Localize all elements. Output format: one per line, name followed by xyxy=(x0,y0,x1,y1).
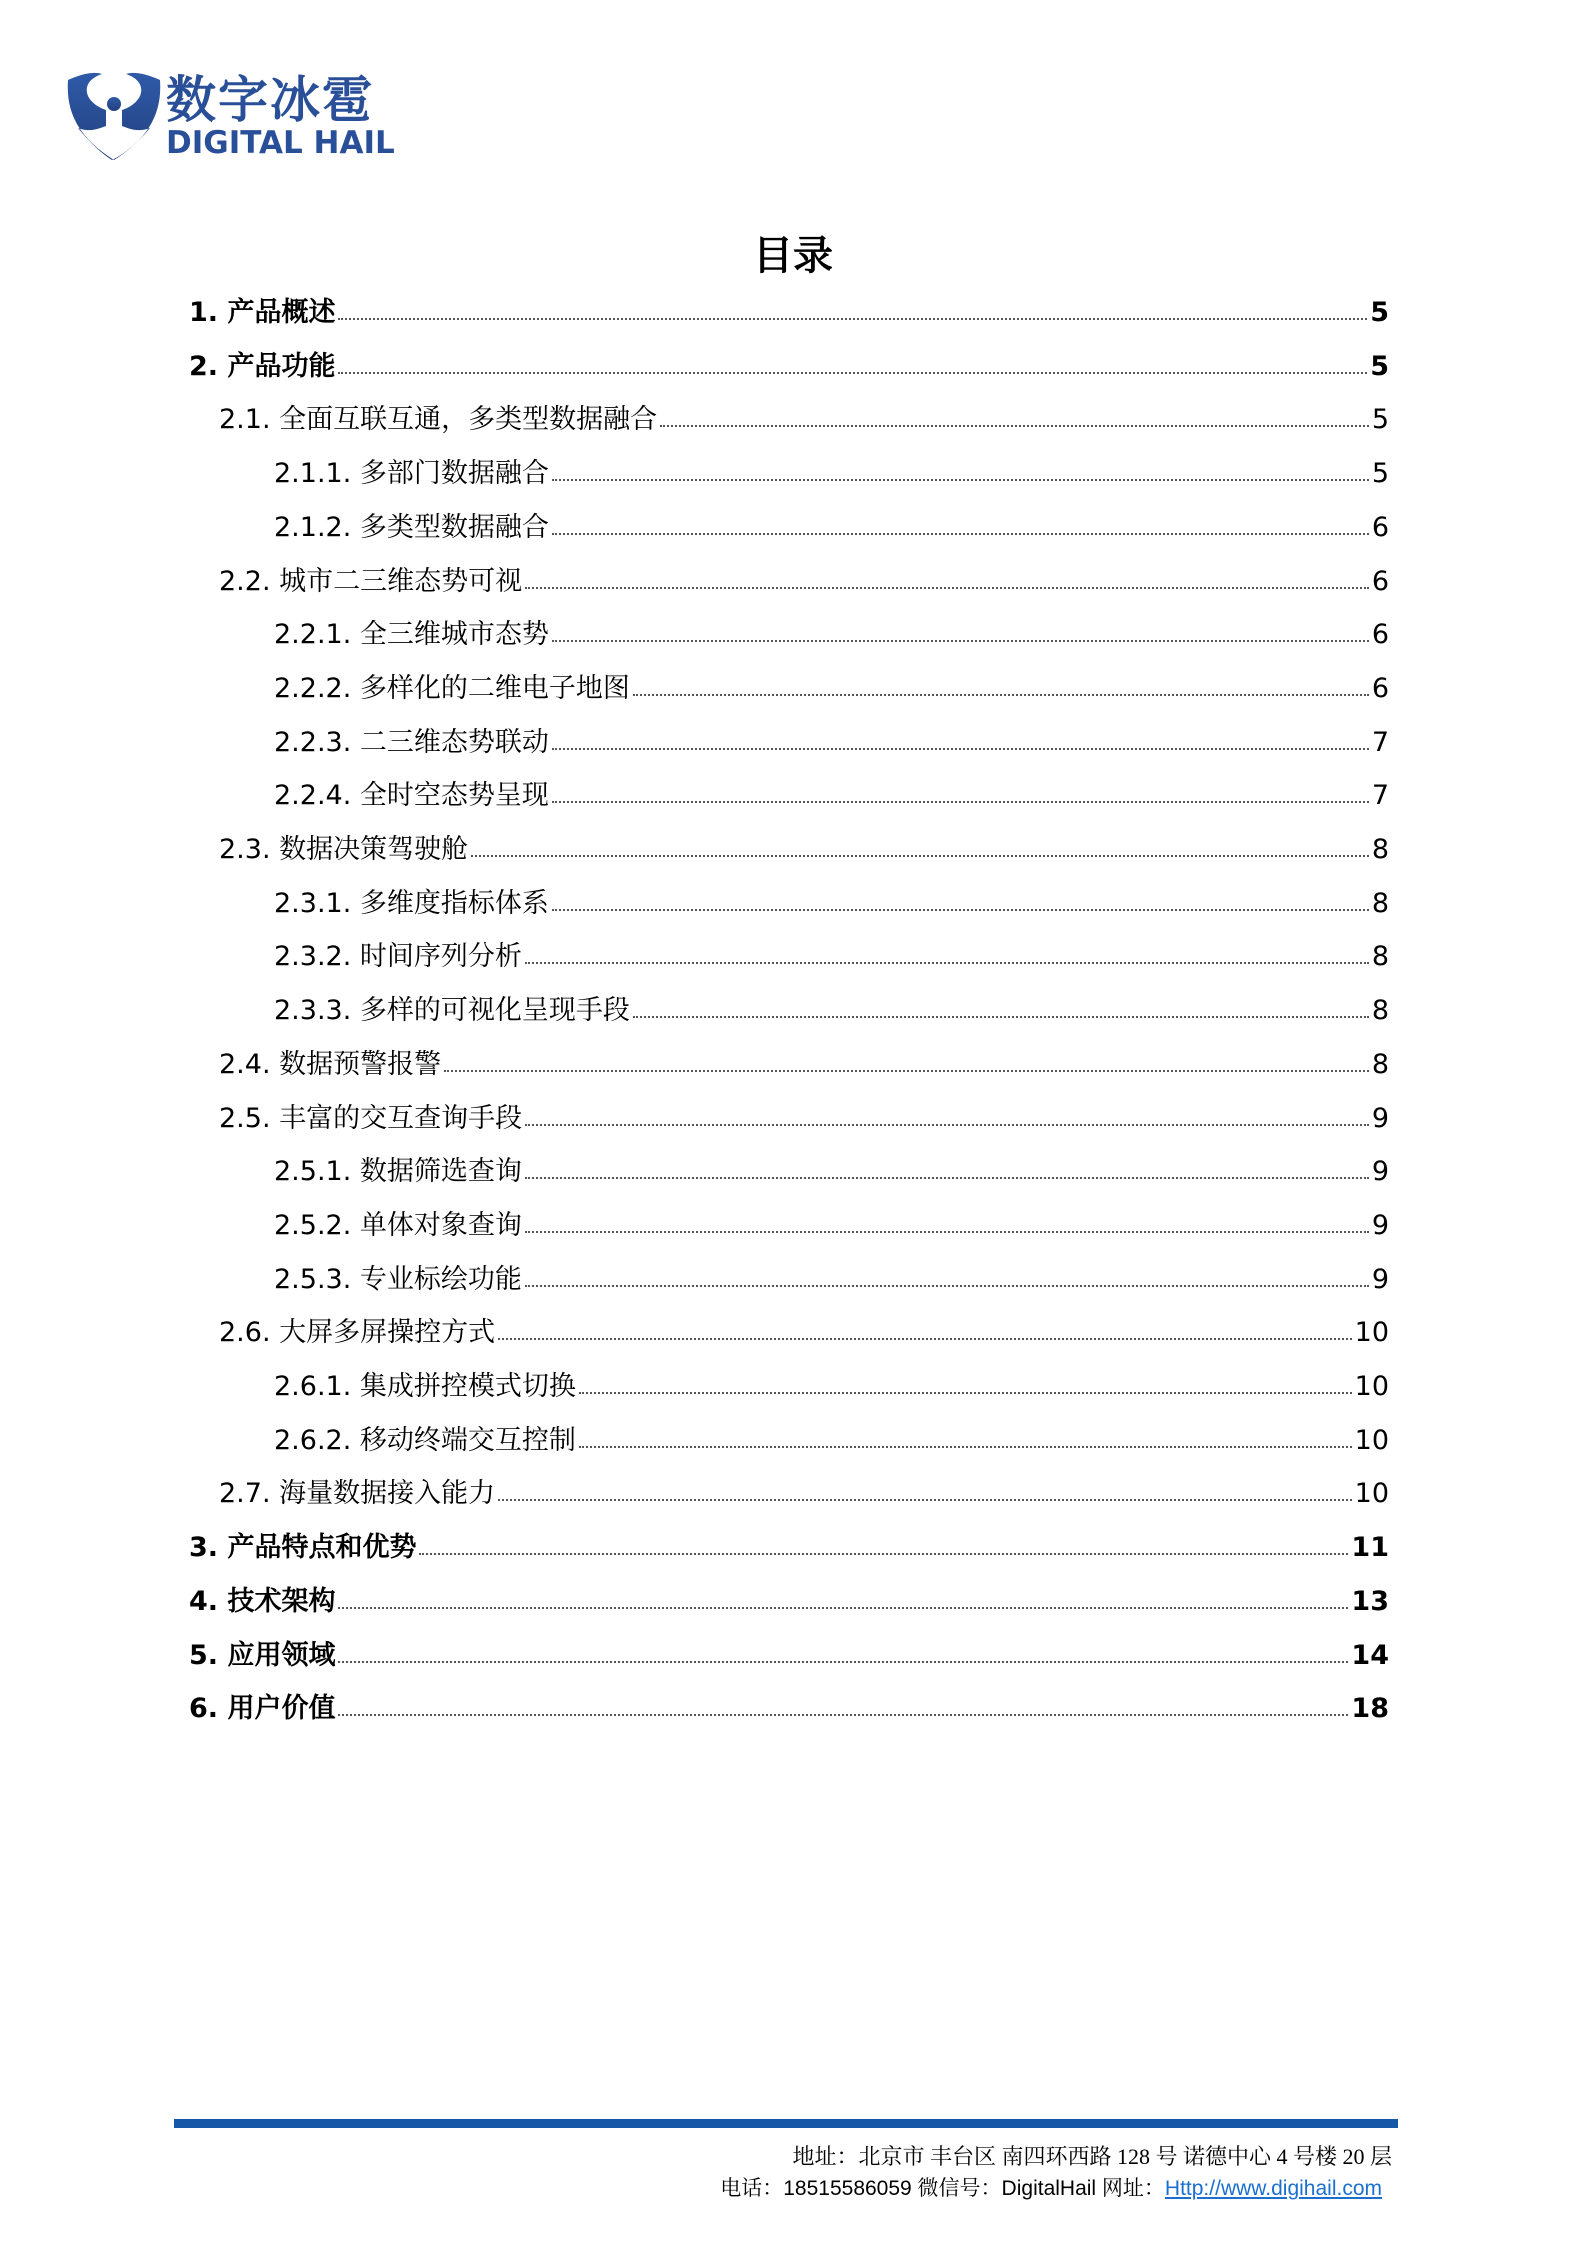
toc-entry-label: 海量数据接入能力 xyxy=(279,1478,496,1510)
toc-leader-dots xyxy=(525,962,1369,964)
toc-entry[interactable] xyxy=(219,1092,1389,1146)
toc-entry[interactable] xyxy=(219,823,1389,877)
toc-entry-page: 13 xyxy=(1351,1585,1389,1617)
toc-entry-page: 5 xyxy=(1371,404,1389,436)
toc-entry-label: 单体对象查询 xyxy=(359,1209,522,1241)
toc-entry-page: 8 xyxy=(1371,834,1389,865)
toc-entry-page: 8 xyxy=(1371,941,1389,973)
toc-entry-page: 10 xyxy=(1354,1478,1389,1510)
toc-leader-dots xyxy=(498,1499,1352,1501)
toc-entry-label: 产品概述 xyxy=(227,297,336,328)
toc-entry-number: 5. xyxy=(189,1639,228,1671)
toc-entry-number: 2.7. xyxy=(219,1478,280,1510)
page-title: 目录 xyxy=(753,233,833,279)
toc-entry-label: 技术架构 xyxy=(227,1585,336,1617)
toc-entry-number: 6. xyxy=(189,1693,228,1725)
toc-entry[interactable] xyxy=(274,930,1389,984)
toc-entry-number: 2.3. xyxy=(219,834,280,865)
toc-entry-page: 14 xyxy=(1351,1639,1389,1671)
toc-leader-dots xyxy=(552,533,1369,535)
toc-entry[interactable] xyxy=(274,1414,1389,1468)
toc-entry-page: 9 xyxy=(1371,1263,1389,1295)
toc-entry[interactable] xyxy=(274,1360,1389,1414)
toc-entry-number: 2.2.2. xyxy=(274,672,360,704)
toc-entry-label: 数据决策驾驶舱 xyxy=(279,834,469,865)
toc-entry-page: 10 xyxy=(1354,1371,1389,1402)
toc-entry-label: 专业标绘功能 xyxy=(359,1263,522,1295)
toc-entry[interactable] xyxy=(274,662,1389,716)
toc-entry-number: 2.5.2. xyxy=(274,1209,360,1241)
toc-entry-page: 5 xyxy=(1370,350,1389,382)
toc-entry-label: 丰富的交互查询手段 xyxy=(279,1102,523,1134)
toc-entry[interactable] xyxy=(189,1575,1389,1629)
toc-leader-dots xyxy=(552,801,1369,803)
toc-entry-label: 用户价值 xyxy=(227,1693,336,1725)
toc-entry[interactable] xyxy=(274,608,1389,662)
toc-entry-label: 集成拼控模式切换 xyxy=(359,1371,576,1402)
toc-entry-page: 9 xyxy=(1371,1209,1389,1241)
toc-entry-number: 2.3.3. xyxy=(274,995,360,1027)
toc-entry-label: 城市二三维态势可视 xyxy=(279,565,523,597)
toc-entry-page: 7 xyxy=(1371,780,1389,812)
toc-entry[interactable] xyxy=(189,286,1389,340)
toc-entry-number: 2.5.3. xyxy=(274,1263,360,1295)
toc-leader-dots xyxy=(338,1714,1348,1716)
toc-entry-page: 5 xyxy=(1370,297,1389,328)
toc-leader-dots xyxy=(660,425,1369,427)
toc-entry-page: 18 xyxy=(1351,1693,1389,1725)
toc-entry-label: 二三维态势联动 xyxy=(359,726,549,758)
toc-entry-label: 全面互联互通，多类型数据融合 xyxy=(279,404,658,436)
toc-entry-number: 2.2.3. xyxy=(274,726,360,758)
toc-entry-number: 2.5.1. xyxy=(274,1156,360,1188)
toc-leader-dots xyxy=(552,748,1369,750)
toc-entry-number: 3. xyxy=(189,1532,228,1564)
toc-entry[interactable] xyxy=(274,1199,1389,1253)
toc-entry[interactable] xyxy=(219,1038,1389,1092)
toc-leader-dots xyxy=(444,1070,1369,1072)
toc-entry[interactable] xyxy=(219,1306,1389,1360)
toc-entry-page: 9 xyxy=(1371,1156,1389,1188)
toc-entry-label: 多维度指标体系 xyxy=(359,887,549,919)
toc-entry-number: 2.2.4. xyxy=(274,780,360,812)
toc-entry[interactable] xyxy=(219,555,1389,609)
toc-entry-page: 11 xyxy=(1351,1532,1389,1564)
toc-entry-number: 2.1.1. xyxy=(274,458,360,490)
toc-entry-label: 产品功能 xyxy=(227,350,336,382)
toc-entry[interactable] xyxy=(274,1145,1389,1199)
toc-entry-label: 全时空态势呈现 xyxy=(359,780,549,812)
toc-entry[interactable] xyxy=(274,447,1389,501)
toc-leader-dots xyxy=(525,1231,1369,1233)
toc-entry-number: 2.6. xyxy=(219,1317,280,1349)
toc-entry-page: 10 xyxy=(1354,1317,1389,1349)
toc-entry-number: 2.2.1. xyxy=(274,619,360,651)
toc-entry[interactable] xyxy=(274,716,1389,770)
toc-entry-page: 6 xyxy=(1371,511,1389,543)
toc-entry-label: 产品特点和优势 xyxy=(227,1532,417,1564)
toc-entry[interactable] xyxy=(274,877,1389,931)
toc-entry-number: 2. xyxy=(189,350,228,382)
toc-entry[interactable] xyxy=(274,501,1389,555)
hail-emblem-icon xyxy=(66,70,162,162)
toc-entry-page: 10 xyxy=(1354,1424,1389,1456)
toc-entry[interactable] xyxy=(189,1629,1389,1683)
toc-leader-dots xyxy=(498,1338,1352,1340)
toc-entry-page: 8 xyxy=(1371,1048,1389,1080)
toc-entry-number: 2.4. xyxy=(219,1048,280,1080)
toc-leader-dots xyxy=(338,1661,1348,1663)
toc-leader-dots xyxy=(525,1285,1369,1287)
toc-entry-number: 2.1. xyxy=(219,404,280,436)
toc-entry-number: 2.2. xyxy=(219,565,280,597)
toc-entry-number: 2.1.2. xyxy=(274,511,360,543)
toc-leader-dots xyxy=(552,909,1369,911)
toc-entry-label: 应用领域 xyxy=(227,1639,336,1671)
toc-leader-dots xyxy=(579,1392,1352,1394)
toc-entry-label: 数据预警报警 xyxy=(279,1048,442,1080)
toc-leader-dots xyxy=(525,1177,1369,1179)
toc-entry[interactable] xyxy=(274,984,1389,1038)
footer-divider xyxy=(174,2119,1398,2128)
toc-entry-page: 7 xyxy=(1371,726,1389,758)
toc-entry-label: 全三维城市态势 xyxy=(359,619,549,651)
toc-leader-dots xyxy=(525,1124,1369,1126)
toc-leader-dots xyxy=(471,855,1369,857)
footer-contact xyxy=(720,2174,1382,2204)
logo-chinese-name: 数字冰雹 xyxy=(166,71,374,129)
toc-leader-dots xyxy=(633,1016,1369,1018)
toc-entry-page: 6 xyxy=(1371,565,1389,597)
toc-entry-page: 9 xyxy=(1371,1102,1389,1134)
toc-entry-page: 5 xyxy=(1371,458,1389,490)
toc-entry-label: 大屏多屏操控方式 xyxy=(279,1317,496,1349)
toc-entry-number: 1. xyxy=(189,297,228,328)
toc-entry-number: 2.6.1. xyxy=(274,1371,360,1402)
footer-phone-wechat: 电话：18515586059 微信号：DigitalHail 网址： xyxy=(720,2177,1165,2200)
toc-entry[interactable] xyxy=(274,1253,1389,1307)
toc-entry[interactable] xyxy=(219,1467,1389,1521)
company-logo xyxy=(66,70,406,165)
toc-entry[interactable] xyxy=(189,1682,1389,1736)
toc-entry-label: 时间序列分析 xyxy=(359,941,522,973)
toc-leader-dots xyxy=(419,1553,1348,1555)
toc-entry-number: 2.3.2. xyxy=(274,941,360,973)
toc-entry-label: 多类型数据融合 xyxy=(359,511,549,543)
website-link[interactable]: Http://www.digihail.com xyxy=(1164,2177,1382,2200)
toc-entry-page: 8 xyxy=(1371,995,1389,1027)
toc-entry-label: 多部门数据融合 xyxy=(359,458,549,490)
toc-entry[interactable] xyxy=(189,1521,1389,1575)
toc-leader-dots xyxy=(338,1607,1348,1609)
toc-leader-dots xyxy=(525,587,1369,589)
toc-leader-dots xyxy=(579,1446,1352,1448)
logo-english-name: DIGITAL HAIL xyxy=(166,125,395,161)
toc-entry-page: 8 xyxy=(1371,887,1389,919)
toc-entry-page: 6 xyxy=(1371,672,1389,704)
toc-leader-dots xyxy=(552,640,1369,642)
toc-entry-number: 2.3.1. xyxy=(274,887,360,919)
toc-entry-number: 2.6.2. xyxy=(274,1424,360,1456)
toc-entry[interactable] xyxy=(274,769,1389,823)
toc-entry-label: 多样的可视化呈现手段 xyxy=(359,995,630,1027)
toc-entry-number: 4. xyxy=(189,1585,228,1617)
toc-entry-label: 移动终端交互控制 xyxy=(359,1424,576,1456)
toc-entry-number: 2.5. xyxy=(219,1102,280,1134)
toc-leader-dots xyxy=(338,318,1367,320)
toc-entry-page: 6 xyxy=(1371,619,1389,651)
toc-entry[interactable] xyxy=(219,393,1389,447)
footer-address: 地址：北京市 丰台区 南四环西路 128 号 诺德中心 4 号楼 20 层 xyxy=(792,2144,1392,2169)
toc-entry-label: 多样化的二维电子地图 xyxy=(359,672,630,704)
toc-entry[interactable] xyxy=(189,340,1389,394)
toc-leader-dots xyxy=(552,479,1369,481)
toc-leader-dots xyxy=(633,694,1369,696)
toc-leader-dots xyxy=(338,372,1367,374)
toc-entry-label: 数据筛选查询 xyxy=(359,1156,522,1188)
